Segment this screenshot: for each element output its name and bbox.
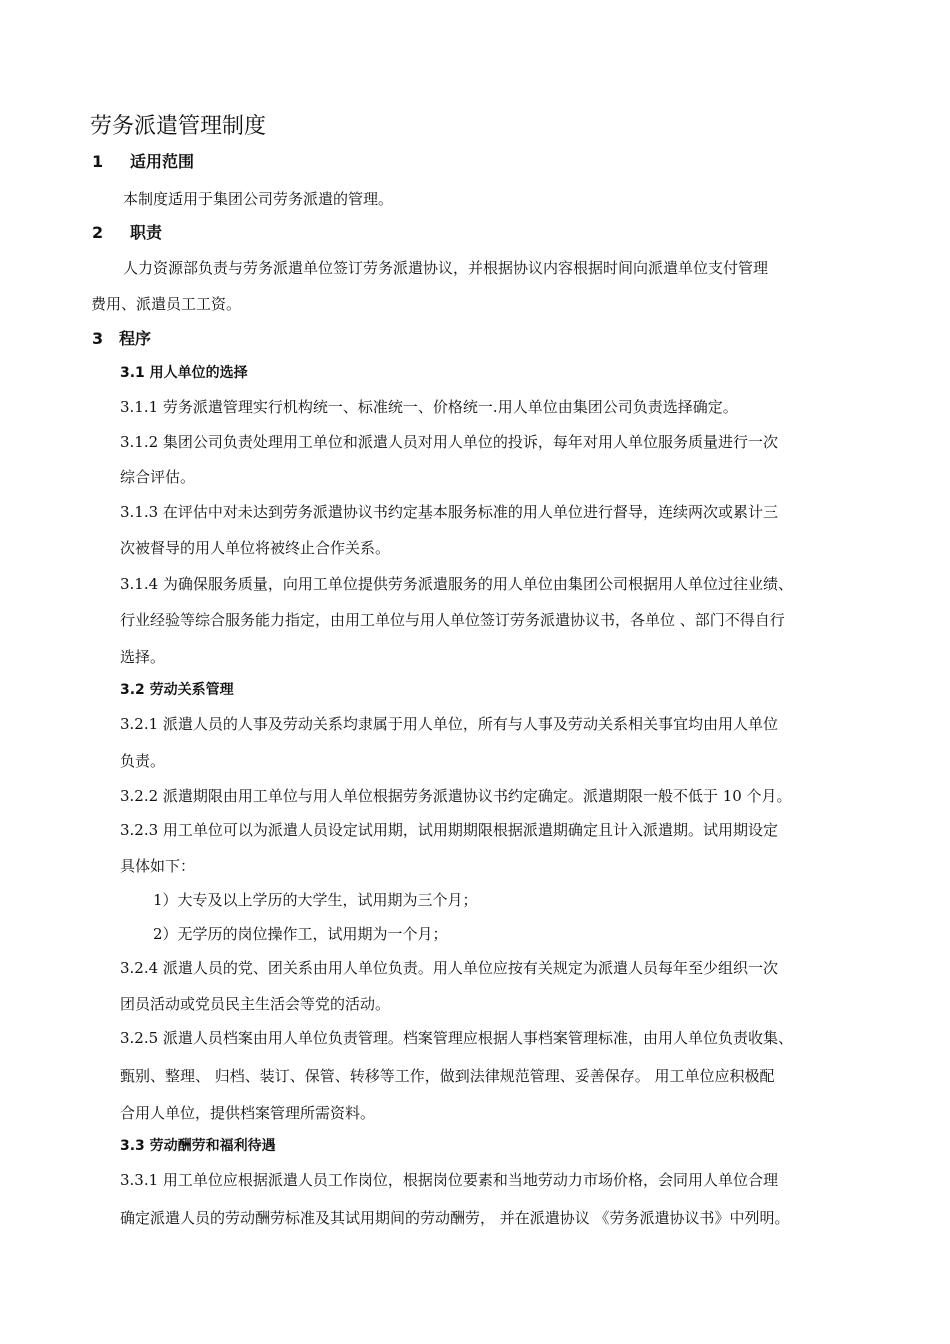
section-3-number: 3 [92, 329, 104, 348]
section-2-text-line-1: 人力资源部负责与劳务派遣单位签订劳务派遣协议，并根据协议内容根据时间向派遣单位支付管理 [123, 259, 769, 277]
clause-3-1-3-line-1: 3.1.3 在评估中对未达到劳务派遣协议书约定基本服务标准的用人单位进行督导，连续两次或累计三 [120, 503, 778, 521]
clause-3-1-4-line-1: 3.1.4 为确保服务质量，向用工单位提供劳务派遣服务的用人单位由集团公司根据用人单位过往业绩、 [120, 575, 793, 593]
section-3-heading: 程序 [119, 329, 152, 348]
subsection-3-2-heading: 3.2 劳动关系管理 [120, 682, 234, 698]
clause-3-1-4-line-3: 选择。 [120, 648, 166, 666]
section-1-heading: 适用范围 [130, 152, 195, 171]
section-1-text: 本制度适用于集团公司劳务派遣的管理。 [123, 190, 394, 208]
clause-3-3-1-line-2: 确定派遣人员的劳动酬劳标准及其试用期间的劳动酬劳， 并在派遣协议 《劳务派遣协议书》中列明。 [120, 1209, 790, 1227]
section-1-number: 1 [92, 152, 104, 171]
probation-item-1: 1）大专及以上学历的大学生，试用期为三个月； [153, 891, 478, 909]
clause-3-1-2-line-1: 3.1.2 集团公司负责处理用工单位和派遣人员对用人单位的投诉，每年对用人单位服务质量进行一次 [120, 433, 778, 451]
clause-3-2-1-line-2: 负责。 [120, 752, 166, 770]
clause-3-2-4-line-1: 3.2.4 派遣人员的党、团关系由用人单位负责。用人单位应按有关规定为派遣人员每年至少组织一次 [120, 959, 778, 977]
subsection-3-3-heading: 3.3 劳动酬劳和福利待遇 [120, 1138, 276, 1154]
clause-3-2-3-line-1: 3.2.3 用工单位可以为派遣人员设定试用期，试用期期限根据派遣期确定且计入派遣期。试用期设定 [120, 821, 778, 839]
section-2-text-line-2: 费用、派遣员工工资。 [91, 295, 242, 313]
clause-3-1-3-line-2: 次被督导的用人单位将被终止合作关系。 [120, 539, 391, 557]
clause-3-2-5-line-2: 甄别、整理、 归档、装订、保管、转移等工作，做到法律规范管理、妥善保存。 用工单位应积极配 [120, 1067, 775, 1085]
clause-3-3-1-line-1: 3.3.1 用工单位应根据派遣人员工作岗位，根据岗位要素和当地劳动力市场价格，会同用人单位合理 [120, 1171, 778, 1189]
clause-3-2-1-line-1: 3.2.1 派遣人员的人事及劳动关系均隶属于用人单位，所有与人事及劳动关系相关事宜均由用人单位 [120, 715, 778, 733]
clause-3-1-4-line-2: 行业经验等综合服务能力指定，由用工单位与用人单位签订劳务派遣协议书，各单位 、部门不得自行 [120, 611, 785, 629]
section-2-number: 2 [92, 223, 104, 242]
document-title: 劳务派遣管理制度 [90, 114, 267, 139]
clause-3-2-3-line-2: 具体如下： [120, 857, 196, 875]
clause-3-1-1: 3.1.1 劳务派遣管理实行机构统一、标准统一、价格统一.用人单位由集团公司负责选择确定。 [120, 398, 738, 416]
probation-item-2: 2）无学历的岗位操作工，试用期为一个月； [153, 925, 448, 943]
clause-3-2-5-line-1: 3.2.5 派遣人员档案由用人单位负责管理。档案管理应根据人事档案管理标准，由用人单位负责收集、 [120, 1029, 793, 1047]
subsection-3-1-heading: 3.1 用人单位的选择 [120, 365, 248, 381]
section-2-heading: 职责 [130, 223, 163, 242]
clause-3-1-2-line-2: 综合评估。 [120, 468, 196, 486]
clause-3-2-4-line-2: 团员活动或党员民主生活会等党的活动。 [120, 995, 391, 1013]
clause-3-2-5-line-3: 合用人单位，提供档案管理所需资料。 [120, 1104, 376, 1122]
clause-3-2-2: 3.2.2 派遣期限由用工单位与用人单位根据劳务派遣协议书约定确定。派遣期限一般不低于 10 个月。 [120, 787, 792, 805]
